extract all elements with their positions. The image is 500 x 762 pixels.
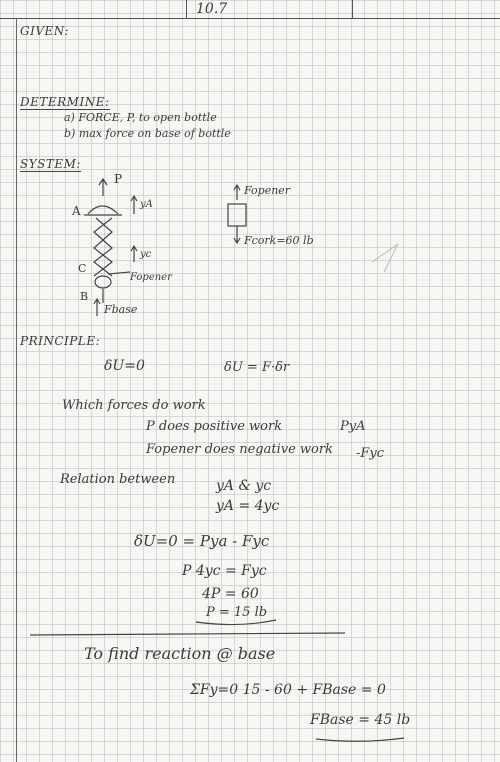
principle-eq1: δU=0	[104, 358, 145, 374]
determine-item-b: b) max force on base of bottle	[64, 127, 231, 140]
a-label: A	[72, 204, 81, 218]
yc-label: yc	[140, 249, 152, 260]
p-work-term: PyA	[340, 419, 366, 434]
answer-p: P = 15 lb	[206, 605, 268, 620]
reaction-equation: ΣFy=0 15 - 60 + FBase = 0	[190, 682, 386, 698]
determine-label: DETERMINE:	[20, 95, 110, 109]
step1-eq: P 4yc = Fyc	[182, 563, 267, 579]
p-work-text: P does positive work	[146, 419, 283, 434]
fopener-work-text: Fopener does negative work	[146, 442, 333, 457]
step2-eq: 4P = 60	[202, 586, 259, 602]
fbase-label: Fbase	[104, 303, 138, 316]
answer-p-underline	[196, 620, 276, 625]
c-label: C	[78, 262, 87, 275]
fopener-label: Fopener	[130, 272, 172, 283]
p-label: P	[114, 172, 123, 186]
relation-eq: yA = 4yc	[216, 498, 280, 514]
given-label: GIVEN:	[20, 24, 69, 38]
principle-eq2: δU = F·δr	[224, 360, 290, 375]
scissor-links	[94, 218, 112, 276]
answer-fbase: FBase = 45 lb	[310, 712, 411, 728]
which-forces-text: Which forces do work	[62, 398, 206, 413]
relation-text: Relation between	[60, 472, 176, 487]
determine-item-a: a) FORCE, P, to open bottle	[64, 111, 217, 124]
bleed-through-mark	[372, 244, 398, 272]
answer-fbase-underline	[316, 738, 404, 741]
b-label: B	[80, 290, 89, 303]
fbd-top-label: Fopener	[244, 184, 291, 197]
system-label: SYSTEM:	[20, 157, 81, 171]
fbd-box	[228, 204, 246, 226]
top-cap	[88, 206, 118, 214]
section-divider	[30, 633, 345, 635]
page-number: 10.7	[196, 1, 228, 17]
virtual-work-eq: δU=0 = Pya - Fyc	[134, 532, 270, 550]
reaction-heading: To find reaction @ base	[84, 644, 276, 663]
principle-label: PRINCIPLE:	[20, 334, 101, 348]
relation-vars: yA & yc	[216, 478, 272, 494]
fopener-work-term: -Fyc	[356, 446, 385, 461]
ya-label: yA	[140, 199, 153, 210]
fbd-bottom-label: Fcork=60 lb	[244, 234, 314, 247]
